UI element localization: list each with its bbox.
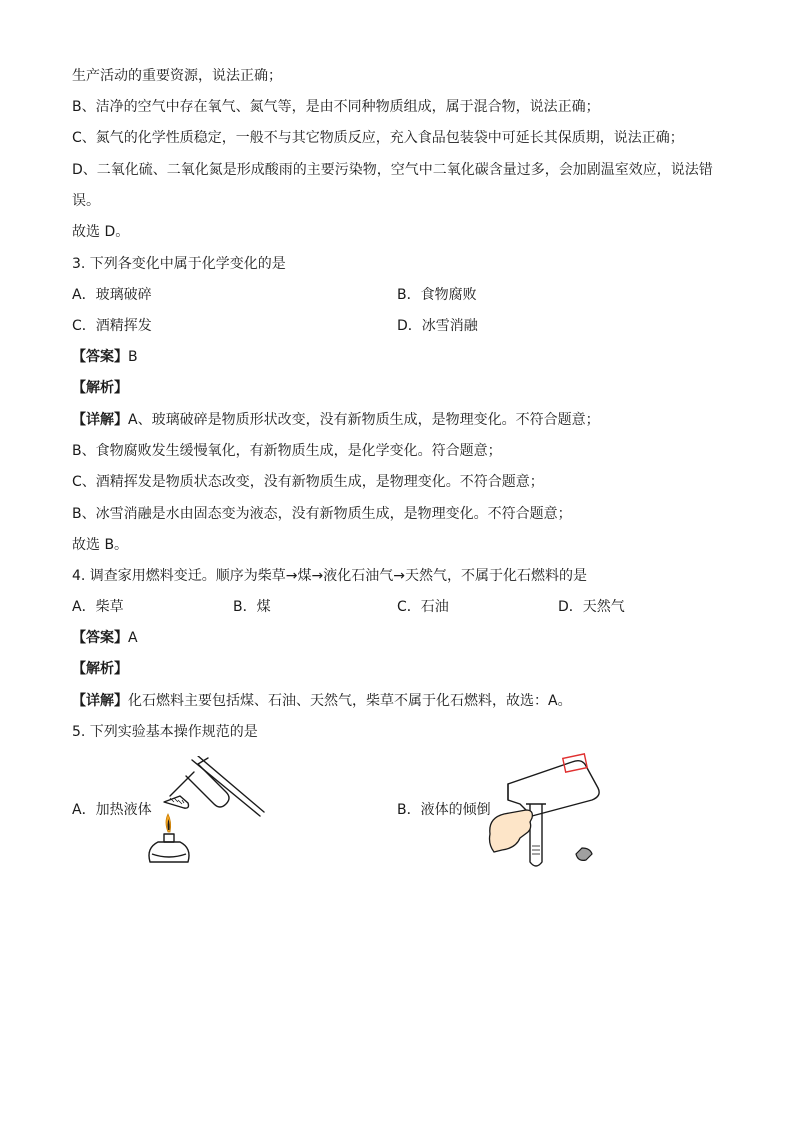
answer-line <box>72 628 138 648</box>
option-c: C．石油 <box>397 599 449 615</box>
alcohol-lamp-wick <box>164 834 174 842</box>
answer-value: B <box>128 349 138 365</box>
pouring-liquid-illustration <box>486 744 610 872</box>
conclusion-line: 故选 B。 <box>72 537 129 553</box>
question-stem: 4. 调查家用燃料变迁。顺序为柴草→煤→液化石油气→天然气，不属于化石燃料的是 <box>72 568 587 584</box>
detail-line: B、冰雪消融是水由固态变为液态，没有新物质生成，是物理变化。不符合题意； <box>72 506 572 522</box>
detail-tag: 【详解】 <box>72 693 128 709</box>
explanation-line: 误。 <box>72 193 100 209</box>
detail-text: A、玻璃破碎是物质形状改变，没有新物质生成，是物理变化。不符合题意； <box>128 412 600 428</box>
alcohol-lamp <box>149 842 189 862</box>
option-a: A．玻璃破碎 <box>72 287 152 303</box>
bottle-stopper <box>576 848 592 860</box>
detail-line: C、酒精挥发是物质状态改变，没有新物质生成，是物理变化。不符合题意； <box>72 474 544 490</box>
detail-tag: 【详解】 <box>72 412 128 428</box>
answer-tag: 【答案】 <box>72 349 128 365</box>
option-a: A．加热液体 <box>72 802 152 818</box>
detail-text: 化石燃料主要包括煤、石油、天然气，柴草不属于化石燃料，故选：A。 <box>128 693 572 709</box>
conclusion-line: 故选 D。 <box>72 224 130 240</box>
question-stem: 3. 下列各变化中属于化学变化的是 <box>72 256 286 272</box>
explanation-line: B、洁净的空气中存在氧气、氮气等，是由不同种物质组成，属于混合物，说法正确； <box>72 99 600 115</box>
heating-liquid-illustration <box>140 756 268 870</box>
answer-value: A <box>128 630 138 646</box>
detail-line <box>72 410 600 430</box>
option-a: A．柴草 <box>72 599 124 615</box>
reagent-bottle <box>508 761 599 816</box>
explanation-line: D、二氧化硫、二氧化氮是形成酸雨的主要污染物，空气中二氧化碳含量过多，会加剧温室效应，说法错 <box>72 162 713 178</box>
detail-line <box>72 691 572 711</box>
tube-holder <box>192 760 260 816</box>
hand-illustration <box>490 810 533 852</box>
option-c: C．酒精挥发 <box>72 318 152 334</box>
answer-tag: 【答案】 <box>72 630 128 646</box>
tube-liquid <box>164 796 189 808</box>
explanation-line: 生产活动的重要资源，说法正确； <box>72 68 282 84</box>
option-b: B．液体的倾倒 <box>397 802 491 818</box>
answer-line <box>72 347 138 367</box>
option-d: D．天然气 <box>558 599 625 615</box>
option-b: B．煤 <box>233 599 271 615</box>
detail-line: B、食物腐败发生缓慢氧化，有新物质生成，是化学变化。符合题意； <box>72 443 502 459</box>
analysis-tag: 【解析】 <box>72 380 128 396</box>
option-b: B．食物腐败 <box>397 287 477 303</box>
analysis-tag: 【解析】 <box>72 661 128 677</box>
question-stem: 5. 下列实验基本操作规范的是 <box>72 724 258 740</box>
explanation-line: C、氮气的化学性质稳定，一般不与其它物质反应，充入食品包装袋中可延长其保质期，说法正确； <box>72 130 684 146</box>
option-d: D．冰雪消融 <box>397 318 478 334</box>
